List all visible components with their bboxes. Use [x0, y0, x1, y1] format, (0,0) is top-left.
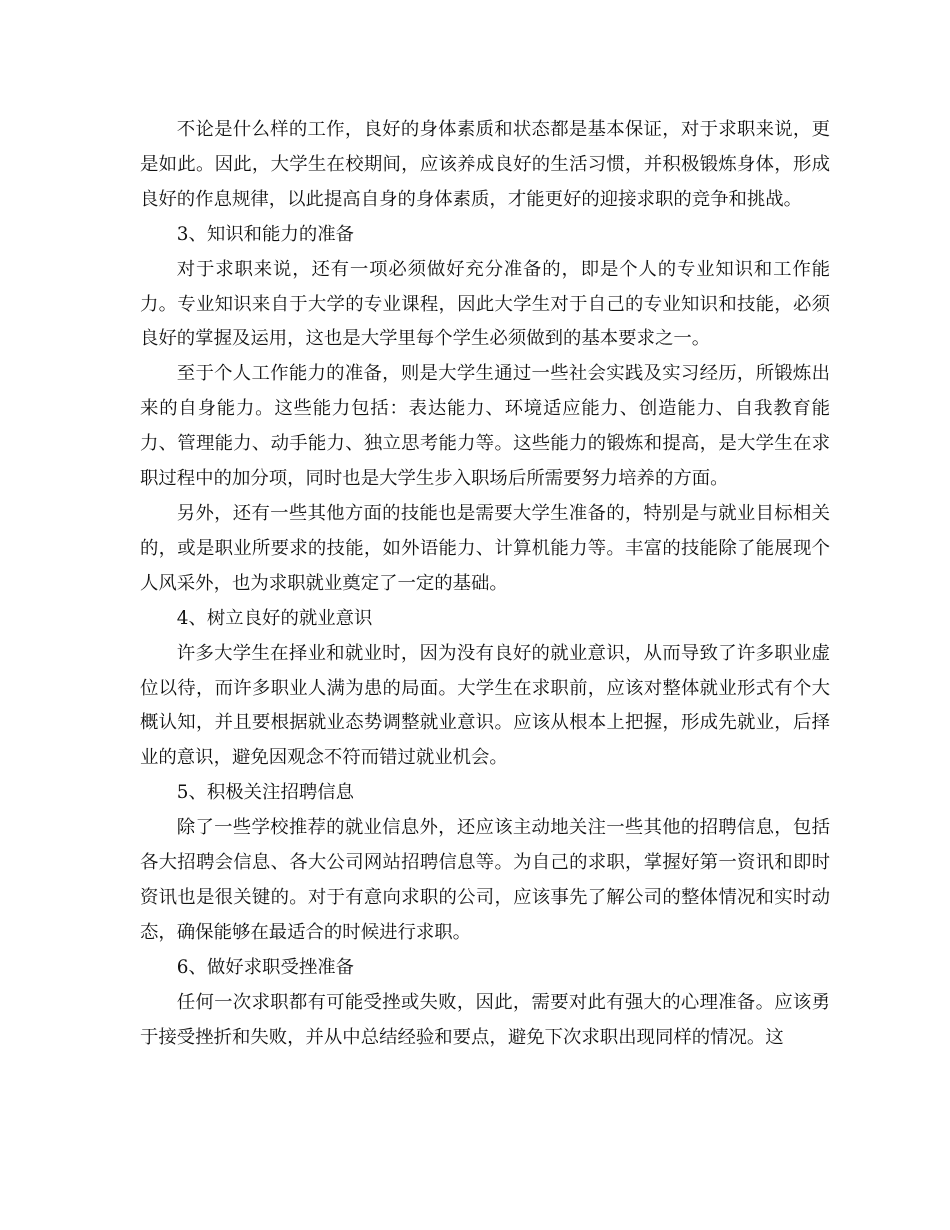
document-body — [140, 113, 830, 1055]
paragraph-other-skills: 另外，还有一些其他方面的技能也是需要大学生准备的，特别是与就业目标相关的，或是职业所要求的技能，如外语能力、计算机能力等。丰富的技能除了能展现个人风采外，也为求职就业奠定了一定的基础。 — [140, 502, 830, 594]
paragraph-setback-preparation: 任何一次求职都有可能受挫或失败，因此，需要对此有强大的心理准备。应该勇于接受挫折和失败，并从中总结经验和要点，避免下次求职出现同样的情况。这 — [140, 991, 830, 1048]
paragraph-employment-awareness: 许多大学生在择业和就业时，因为没有良好的就业意识，从而导致了许多职业虚位以待，而许多职业人满为患的局面。大学生在求职前，应该对整体就业形式有个大概认知，并且要根据就业态势调整就业意识。应该从根本上把握，形成先就业，后择业的意识，避免因观念不符而错过就业机会。 — [140, 642, 830, 769]
paragraph-recruitment-info: 除了一些学校推荐的就业信息外，还应该主动地关注一些其他的招聘信息，包括各大招聘会信息、各大公司网站招聘信息等。为自己的求职，掌握好第一资讯和即时资讯也是很关键的。对于有意向求职的公司，应该事先了解公司的整体情况和实时动态，确保能够在最适合的时候进行求职。 — [140, 817, 830, 943]
section-heading-recruitment-info: 5、积极关注招聘信息 — [176, 782, 355, 804]
paragraph-professional-knowledge: 对于求职来说，还有一项必须做好充分准备的，即是个人的专业知识和工作能力。专业知识来自于大学的专业课程，因此大学生对于自己的专业知识和技能，必须良好的掌握及运用，这也是大学里每个学生必须做到的基本要求之一。 — [140, 258, 830, 350]
paragraph-work-ability: 至于个人工作能力的准备，则是大学生通过一些社会实践及实习经历，所锻炼出来的自身能力。这些能力包括：表达能力、环境适应能力、创造能力、自我教育能力、管理能力、动手能力、独立思考能力等。这些能力的锻炼和提高，是大学生在求职过程中的加分项，同时也是大学生步入职场后所需要努力培养的方面。 — [140, 363, 830, 490]
section-heading-knowledge-ability: 3、知识和能力的准备 — [176, 223, 355, 245]
paragraph-physical-fitness: 不论是什么样的工作，良好的身体素质和状态都是基本保证，对于求职来说，更是如此。因此，大学生在校期间，应该养成良好的生活习惯，并积极锻炼身体，形成良好的作息规律，以此提高自身的身体素质，才能更好的迎接求职的竞争和挑战。 — [140, 119, 830, 210]
section-heading-employment-awareness: 4、树立良好的就业意识 — [176, 607, 373, 629]
section-heading-setback-preparation: 6、做好求职受挫准备 — [176, 956, 355, 978]
